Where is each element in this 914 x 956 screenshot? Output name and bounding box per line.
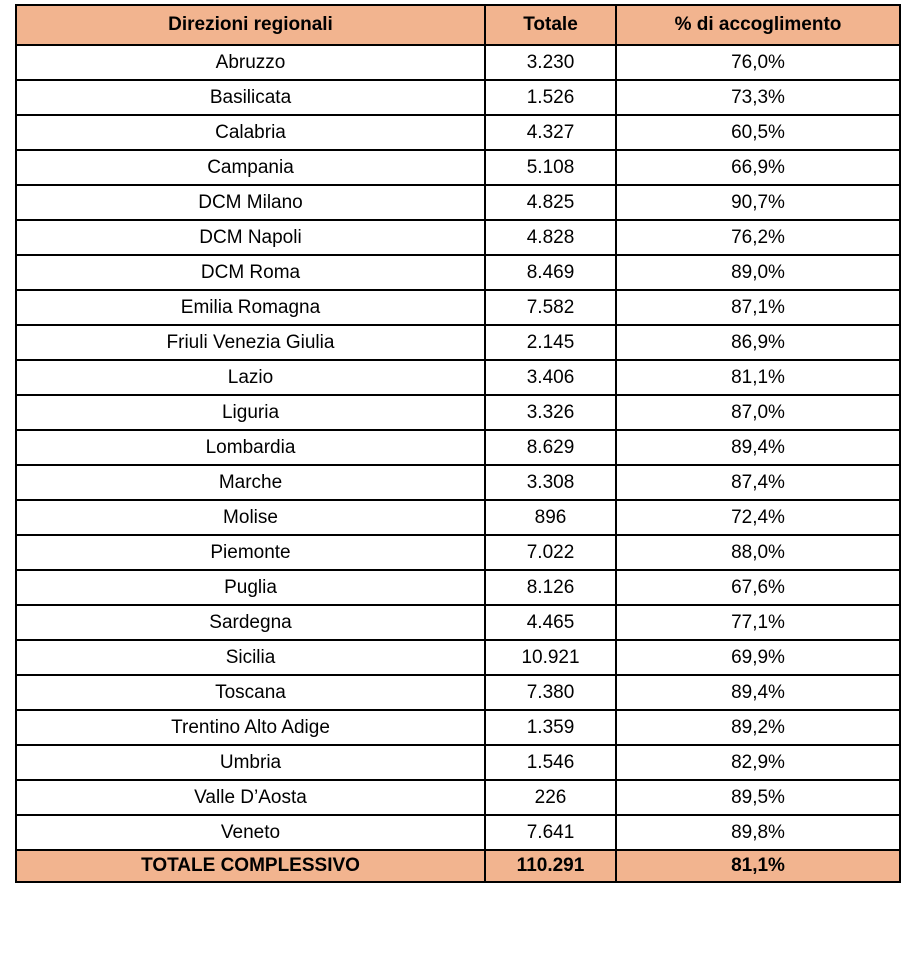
- table-row: [16, 45, 900, 80]
- table-row: [16, 605, 900, 640]
- total-cell: 3.326: [485, 395, 616, 430]
- region-name-cell: Sicilia: [16, 640, 485, 675]
- total-cell: 7.641: [485, 815, 616, 850]
- region-name-cell: Campania: [16, 150, 485, 185]
- table-footer: [16, 850, 900, 882]
- percentage-cell: 87,0%: [616, 395, 900, 430]
- percentage-cell: 87,1%: [616, 290, 900, 325]
- total-cell: 3.406: [485, 360, 616, 395]
- percentage-cell: 89,8%: [616, 815, 900, 850]
- region-name-cell: Calabria: [16, 115, 485, 150]
- percentage-cell: 89,4%: [616, 675, 900, 710]
- percentage-cell: 60,5%: [616, 115, 900, 150]
- table-row: [16, 535, 900, 570]
- table-row: [16, 710, 900, 745]
- total-cell: 5.108: [485, 150, 616, 185]
- total-cell: 4.825: [485, 185, 616, 220]
- percentage-cell: 89,2%: [616, 710, 900, 745]
- region-name-cell: Toscana: [16, 675, 485, 710]
- table-row: [16, 675, 900, 710]
- region-name-cell: Basilicata: [16, 80, 485, 115]
- percentage-cell: 66,9%: [616, 150, 900, 185]
- total-cell: 4.828: [485, 220, 616, 255]
- region-name-cell: Marche: [16, 465, 485, 500]
- header-row: [16, 5, 900, 45]
- region-name-cell: DCM Roma: [16, 255, 485, 290]
- table-row: [16, 745, 900, 780]
- region-name-cell: Trentino Alto Adige: [16, 710, 485, 745]
- region-name-cell: Puglia: [16, 570, 485, 605]
- table-row: [16, 150, 900, 185]
- percentage-cell: 89,5%: [616, 780, 900, 815]
- percentage-cell: 88,0%: [616, 535, 900, 570]
- percentage-cell: 81,1%: [616, 360, 900, 395]
- total-cell: 4.465: [485, 605, 616, 640]
- percentage-cell: 87,4%: [616, 465, 900, 500]
- region-name-cell: Lombardia: [16, 430, 485, 465]
- table-row: [16, 815, 900, 850]
- table-row: [16, 185, 900, 220]
- total-cell: 2.145: [485, 325, 616, 360]
- table-row: [16, 360, 900, 395]
- total-cell: 3.308: [485, 465, 616, 500]
- region-name-cell: Friuli Venezia Giulia: [16, 325, 485, 360]
- percentage-cell: 86,9%: [616, 325, 900, 360]
- region-name-cell: Emilia Romagna: [16, 290, 485, 325]
- total-cell: 10.921: [485, 640, 616, 675]
- region-name-cell: Veneto: [16, 815, 485, 850]
- column-header-totale: Totale: [485, 5, 616, 45]
- table-row: [16, 220, 900, 255]
- region-name-cell: Abruzzo: [16, 45, 485, 80]
- percentage-cell: 72,4%: [616, 500, 900, 535]
- region-name-cell: Sardegna: [16, 605, 485, 640]
- percentage-cell: 90,7%: [616, 185, 900, 220]
- total-cell: 7.380: [485, 675, 616, 710]
- table-row: [16, 500, 900, 535]
- total-cell: 8.469: [485, 255, 616, 290]
- percentage-cell: 82,9%: [616, 745, 900, 780]
- total-cell: 1.546: [485, 745, 616, 780]
- region-name-cell: Piemonte: [16, 535, 485, 570]
- table-row: [16, 570, 900, 605]
- total-cell: 8.629: [485, 430, 616, 465]
- table-row: [16, 80, 900, 115]
- total-cell: 4.327: [485, 115, 616, 150]
- total-percentage: 81,1%: [616, 850, 900, 882]
- table-row: [16, 395, 900, 430]
- table-row: [16, 290, 900, 325]
- table-row: [16, 465, 900, 500]
- total-cell: 3.230: [485, 45, 616, 80]
- total-cell: 226: [485, 780, 616, 815]
- percentage-cell: 77,1%: [616, 605, 900, 640]
- region-name-cell: Molise: [16, 500, 485, 535]
- percentage-cell: 76,2%: [616, 220, 900, 255]
- table-row: [16, 255, 900, 290]
- region-name-cell: DCM Milano: [16, 185, 485, 220]
- percentage-cell: 67,6%: [616, 570, 900, 605]
- table-row: [16, 640, 900, 675]
- table-row: [16, 115, 900, 150]
- total-cell: 8.126: [485, 570, 616, 605]
- region-name-cell: Liguria: [16, 395, 485, 430]
- table-row: [16, 780, 900, 815]
- region-name-cell: DCM Napoli: [16, 220, 485, 255]
- table-body: [16, 45, 900, 850]
- total-row: [16, 850, 900, 882]
- total-cell: 7.022: [485, 535, 616, 570]
- region-name-cell: Umbria: [16, 745, 485, 780]
- percentage-cell: 89,0%: [616, 255, 900, 290]
- region-name-cell: Lazio: [16, 360, 485, 395]
- percentage-cell: 89,4%: [616, 430, 900, 465]
- region-name-cell: Valle D’Aosta: [16, 780, 485, 815]
- total-cell: 896: [485, 500, 616, 535]
- table-row: [16, 325, 900, 360]
- percentage-cell: 69,9%: [616, 640, 900, 675]
- total-cell: 7.582: [485, 290, 616, 325]
- total-cell: 1.359: [485, 710, 616, 745]
- percentage-cell: 76,0%: [616, 45, 900, 80]
- column-header-direzioni: Direzioni regionali: [16, 5, 485, 45]
- regional-table: [15, 4, 901, 883]
- total-cell: 1.526: [485, 80, 616, 115]
- table-header: [16, 5, 900, 45]
- column-header-accoglimento: % di accoglimento: [616, 5, 900, 45]
- total-value: 110.291: [485, 850, 616, 882]
- table-row: [16, 430, 900, 465]
- percentage-cell: 73,3%: [616, 80, 900, 115]
- total-label: TOTALE COMPLESSIVO: [16, 850, 485, 882]
